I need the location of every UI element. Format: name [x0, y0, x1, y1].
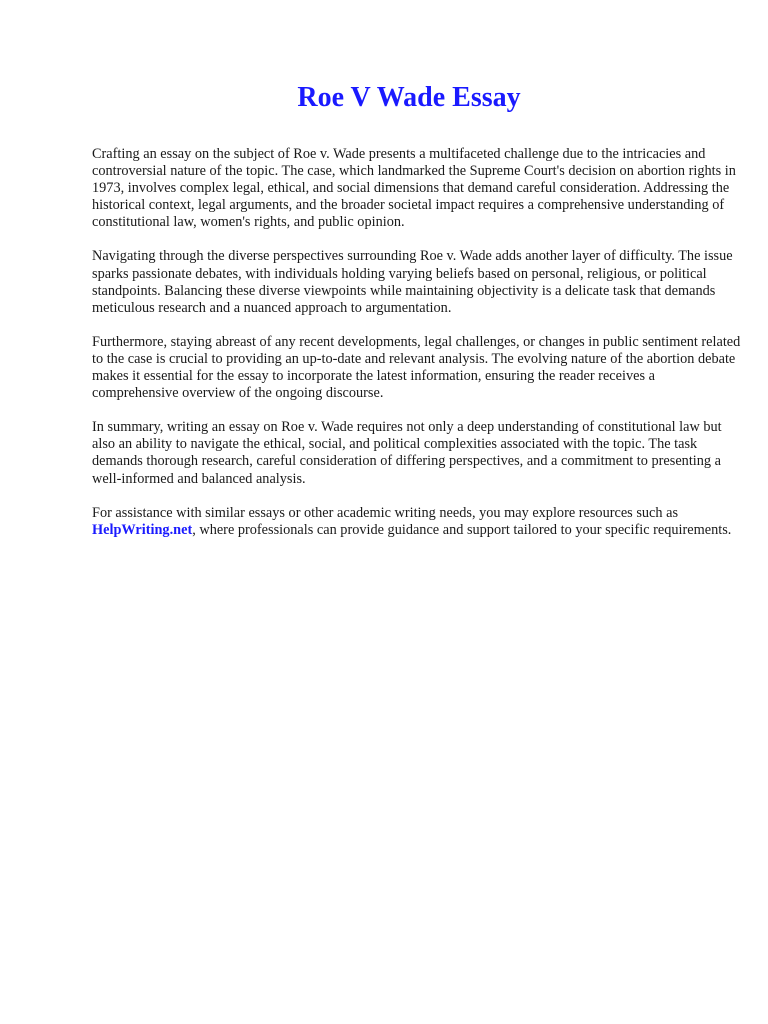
- paragraph-summary: In summary, writing an essay on Roe v. Wade requires not only a deep understanding of constitutional law but also an ability to navigate the ethical, social, and political complexities associated with the topic. The task demands thorough research, careful consideration of differing perspectives, and a commitment to presenting a well-informed and balanced analysis.: [92, 419, 722, 487]
- closing-text-after: , where professionals can provide guidance and support tailored to your specific requirements.: [192, 521, 732, 538]
- paragraph-closing: [92, 505, 742, 539]
- essay-body: [92, 146, 742, 556]
- helpwriting-link[interactable]: HelpWriting.net: [92, 521, 193, 538]
- paragraph-developments: Furthermore, staying abreast of any recent developments, legal challenges, or changes in public sentiment related to the case is crucial to providing an up-to-date and relevant analysis. The evolving nature of the abortion debate makes it essential for the essay to incorporate the latest information, ensuring the reader receives a comprehensive overview of the ongoing discourse.: [92, 333, 741, 402]
- paragraph-intro: Crafting an essay on the subject of Roe v. Wade presents a multifaceted challenge due to the intricacies and controversial nature of the topic. The case, which landmarked the Supreme Court's decision on abortion rights in 1973, involves complex legal, ethical, and social dimensions that demand careful consideration. Addressing the historical context, legal arguments, and the broader societal impact requires a comprehensive understanding of constitutional law, women's rights, and public opinion.: [92, 146, 736, 231]
- closing-text-before: For assistance with similar essays or other academic writing needs, you may explore resources such as: [92, 504, 679, 521]
- paragraph-perspectives: Navigating through the diverse perspectives surrounding Roe v. Wade adds another layer of difficulty. The issue sparks passionate debates, with individuals holding varying beliefs based on personal, religious, or political standpoints. Balancing these diverse viewpoints while maintaining objectivity is a delicate task that demands meticulous research and a nuanced approach to argumentation.: [92, 248, 733, 316]
- page-title: Roe V Wade Essay: [297, 82, 521, 113]
